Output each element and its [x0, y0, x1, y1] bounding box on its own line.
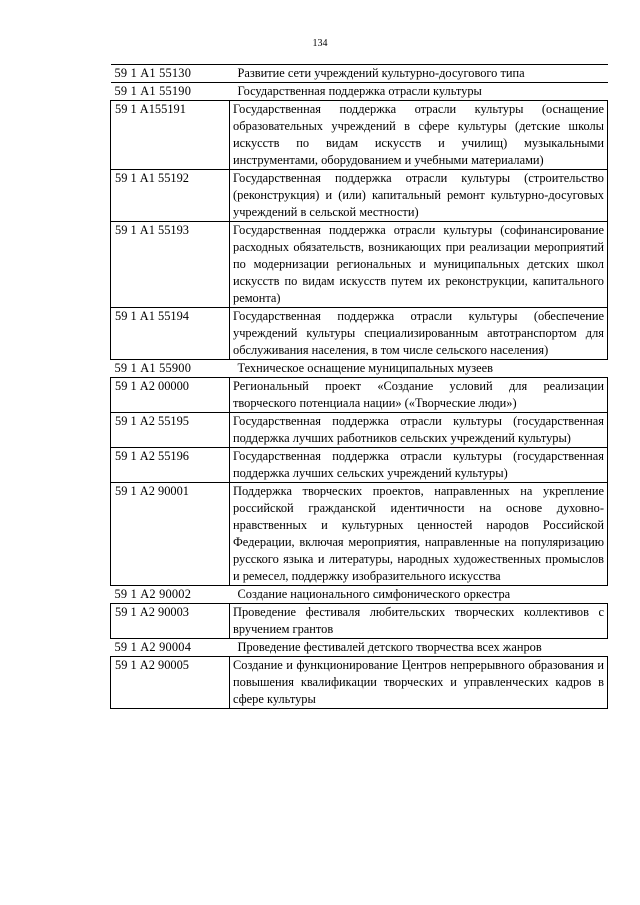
code-cell: 59 1 А1 55900	[111, 360, 230, 378]
code-cell: 59 1 А1 55193	[111, 222, 230, 308]
table-row	[111, 413, 608, 448]
table-row	[111, 378, 608, 413]
description-cell: Государственная поддержка отрасли культуры (обеспечение учреждений культуры специализированным автотранспортом для обслуживания населения, в том числе сельского населения)	[230, 308, 608, 360]
table-row	[111, 586, 608, 604]
description-cell: Государственная поддержка отрасли культуры (софинансирование расходных обязательств, возникающих при реализации мероприятий по модернизации региональных и муниципальных детских школ искусств по видам искусств путем их реконструкции, капитального ремонта)	[230, 222, 608, 308]
table-row	[111, 657, 608, 709]
table-row	[111, 308, 608, 360]
table-row	[111, 448, 608, 483]
code-cell: 59 1 А1 55190	[111, 83, 230, 101]
code-cell: 59 1 А2 55196	[111, 448, 230, 483]
code-cell: 59 1 А1 55192	[111, 170, 230, 222]
description-cell: Государственная поддержка отрасли культуры	[230, 83, 608, 101]
description-cell: Региональный проект «Создание условий для реализации творческого потенциала нации» («Творческие люди»)	[230, 378, 608, 413]
description-cell: Создание национального симфонического оркестра	[230, 586, 608, 604]
description-cell: Развитие сети учреждений культурно-досугового типа	[230, 65, 608, 83]
page-number: 134	[312, 38, 328, 49]
table-row	[111, 360, 608, 378]
code-cell: 59 1 А2 00000	[111, 378, 230, 413]
budget-code-table	[110, 64, 608, 709]
code-cell: 59 1 А2 90004	[111, 639, 230, 657]
description-cell: Государственная поддержка отрасли культуры (строительство (реконструкция) и (или) капитальный ремонт культурно-досуговых учреждений в сельской местности)	[230, 170, 608, 222]
description-cell: Проведение фестиваля любительских творческих коллективов с вручением грантов	[230, 604, 608, 639]
description-cell: Проведение фестивалей детского творчества всех жанров	[230, 639, 608, 657]
table-row	[111, 222, 608, 308]
description-cell: Поддержка творческих проектов, направленных на укрепление российской гражданской идентичности на основе духовно-нравственных и культурных ценностей народов Российской Федерации, включая мероприятия, направленные на популяризацию русского языка и литературы, народных художественных промыслов и ремесел, поддержку изобразительного искусства	[230, 483, 608, 586]
table-row	[111, 604, 608, 639]
code-cell: 59 1 А2 55195	[111, 413, 230, 448]
table-row	[111, 65, 608, 83]
code-cell: 59 1 А2 90005	[111, 657, 230, 709]
table-row	[111, 639, 608, 657]
code-cell: 59 1 А2 90003	[111, 604, 230, 639]
table-row	[111, 83, 608, 101]
code-cell: 59 1 А2 90002	[111, 586, 230, 604]
table-row	[111, 170, 608, 222]
code-cell: 59 1 А1 55194	[111, 308, 230, 360]
table-row	[111, 483, 608, 586]
description-cell: Создание и функционирование Центров непрерывного образования и повышения квалификации творческих и управленческих кадров в сфере культуры	[230, 657, 608, 709]
code-cell: 59 1 А1 55130	[111, 65, 230, 83]
code-cell: 59 1 А2 90001	[111, 483, 230, 586]
table-row	[111, 101, 608, 170]
description-cell: Государственная поддержка отрасли культуры (оснащение образовательных учреждений в сфере культуры (детские школы искусств по видам искусств и училищ) музыкальными инструментами, оборудованием и учебными материалами)	[230, 101, 608, 170]
description-cell: Государственная поддержка отрасли культуры (государственная поддержка лучших работников сельских учреждений культуры)	[230, 413, 608, 448]
description-cell: Техническое оснащение муниципальных музеев	[230, 360, 608, 378]
code-cell: 59 1 А155191	[111, 101, 230, 170]
description-cell: Государственная поддержка отрасли культуры (государственная поддержка лучших сельских учреждений культуры)	[230, 448, 608, 483]
